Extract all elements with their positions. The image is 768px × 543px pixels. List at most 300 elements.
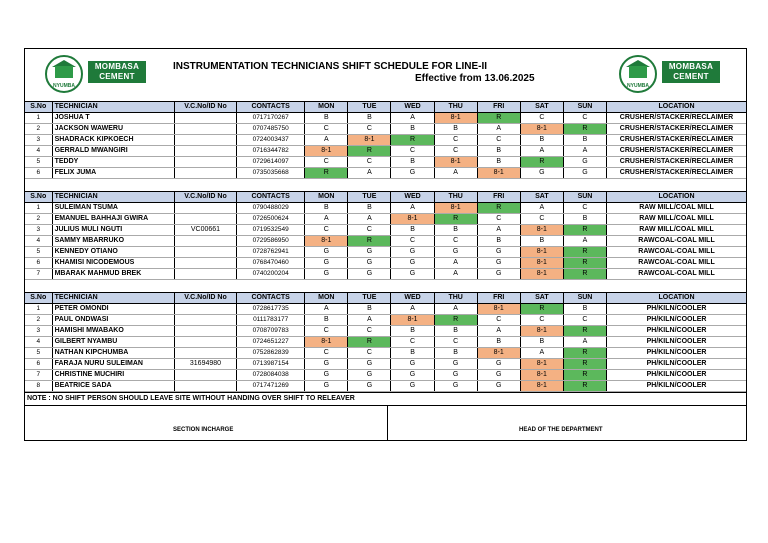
shift-cell: C — [434, 146, 477, 157]
shift-cell: 8-1 — [434, 157, 477, 168]
column-header: V.C.No/ID No — [174, 293, 236, 304]
shift-cell: R — [520, 304, 563, 315]
shift-cell: B — [563, 214, 606, 225]
contact-number: 0724003437 — [237, 135, 305, 146]
house-logo-icon: NYUMBA — [619, 55, 657, 93]
technician-name: PAUL ONDWASI — [52, 315, 174, 326]
shift-cell: B — [305, 203, 348, 214]
shift-cell: 8-1 — [305, 146, 348, 157]
shift-cell: B — [434, 225, 477, 236]
contact-number: 0728084038 — [237, 370, 305, 381]
contact-number: 0713987154 — [237, 359, 305, 370]
shift-cell: B — [563, 304, 606, 315]
contact-number: 0724651227 — [237, 337, 305, 348]
shift-cell: G — [434, 359, 477, 370]
shift-cell: B — [305, 315, 348, 326]
vc-id-number — [174, 326, 236, 337]
table-row — [25, 203, 746, 214]
shift-cell: R — [434, 315, 477, 326]
contact-number: 0728617735 — [237, 304, 305, 315]
table-row — [25, 370, 746, 381]
column-header: CONTACTS — [237, 102, 305, 113]
column-header: MON — [305, 293, 348, 304]
shift-cell: G — [520, 168, 563, 179]
column-header: TECHNICIAN — [52, 192, 174, 203]
shift-cell: R — [563, 381, 606, 392]
column-header: THU — [434, 102, 477, 113]
shift-cell: B — [434, 348, 477, 359]
column-header: SAT — [520, 102, 563, 113]
shift-cell: C — [563, 315, 606, 326]
signature-area — [25, 406, 746, 440]
vc-id-number — [174, 370, 236, 381]
location: PH/KILN/COOLER — [607, 337, 746, 348]
shift-cell: C — [434, 135, 477, 146]
effective-date: Effective from 13.06.2025 — [415, 73, 535, 84]
shift-cell: C — [391, 236, 434, 247]
technician-name: FELIX JUMA — [52, 168, 174, 179]
shift-cell: R — [348, 236, 391, 247]
shift-cell: B — [563, 135, 606, 146]
page-title: INSTRUMENTATION TECHNICIANS SHIFT SCHEDULE FOR LINE-II — [173, 61, 488, 72]
contact-number: 0729586950 — [237, 236, 305, 247]
technician-name: EMANUEL BAHHAJI GWIRA — [52, 214, 174, 225]
shift-cell: G — [348, 370, 391, 381]
serial-number: 4 — [25, 146, 52, 157]
shift-cell: C — [305, 225, 348, 236]
shift-cell: B — [391, 157, 434, 168]
table-row — [25, 258, 746, 269]
shift-cell: G — [477, 258, 520, 269]
contact-number: 0740200204 — [237, 269, 305, 280]
shift-cell: A — [348, 168, 391, 179]
shift-cell: G — [305, 247, 348, 258]
location: RAWCOAL-COAL MILL — [607, 269, 746, 280]
serial-number: 2 — [25, 315, 52, 326]
shift-cell: R — [477, 113, 520, 124]
shift-cell: A — [563, 146, 606, 157]
contact-number: 0716344782 — [237, 146, 305, 157]
column-header: S.No — [25, 293, 52, 304]
shift-cell: A — [348, 214, 391, 225]
shift-cell: C — [434, 236, 477, 247]
sheet-header — [25, 49, 746, 102]
shift-cell: C — [563, 113, 606, 124]
column-header: SAT — [520, 293, 563, 304]
shift-note: NOTE : NO SHIFT PERSON SHOULD LEAVE SITE WITHOUT HANDING OVER SHIFT TO RELEAVER — [25, 392, 746, 406]
vc-id-number — [174, 304, 236, 315]
serial-number: 7 — [25, 370, 52, 381]
technician-name: PETER OMONDI — [52, 304, 174, 315]
column-header: TUE — [348, 192, 391, 203]
shift-cell: G — [391, 381, 434, 392]
shift-cell: R — [520, 157, 563, 168]
shift-cell: A — [391, 113, 434, 124]
shift-cell: G — [477, 359, 520, 370]
table-row — [25, 359, 746, 370]
shift-cell: 8-1 — [520, 247, 563, 258]
shift-cell: B — [391, 124, 434, 135]
group-separator — [25, 280, 746, 293]
shift-cell: B — [391, 225, 434, 236]
technician-name: TEDDY — [52, 157, 174, 168]
shift-cell: G — [305, 258, 348, 269]
vc-id-number — [174, 315, 236, 326]
shift-cell: A — [434, 168, 477, 179]
shift-cell: G — [305, 370, 348, 381]
technician-name: KENNEDY OTIANO — [52, 247, 174, 258]
table-row — [25, 168, 746, 179]
shift-cell: C — [305, 348, 348, 359]
shift-cell: G — [563, 157, 606, 168]
column-header: SUN — [563, 102, 606, 113]
column-header: WED — [391, 293, 434, 304]
contact-number: 0717170267 — [237, 113, 305, 124]
shift-cell: A — [434, 304, 477, 315]
contact-number: 0708709783 — [237, 326, 305, 337]
technician-name: MBARAK MAHMUD BREK — [52, 269, 174, 280]
shift-cell: G — [391, 247, 434, 258]
shift-cell: 8-1 — [520, 225, 563, 236]
contact-number: 0790488029 — [237, 203, 305, 214]
shift-cell: B — [477, 157, 520, 168]
shift-cell: B — [434, 124, 477, 135]
column-header: WED — [391, 192, 434, 203]
company-logo — [619, 55, 725, 95]
shift-cell: B — [348, 304, 391, 315]
location: CRUSHER/STACKER/RECLAIMER — [607, 113, 746, 124]
table-row — [25, 269, 746, 280]
technician-name: JACKSON WAWERU — [52, 124, 174, 135]
table-row — [25, 337, 746, 348]
technician-name: HAMISHI MWABAKO — [52, 326, 174, 337]
shift-cell: G — [391, 258, 434, 269]
shift-cell: C — [520, 113, 563, 124]
location: RAWCOAL-COAL MILL — [607, 258, 746, 269]
logo-brand-text: MOMBASA CEMENT — [662, 61, 720, 83]
shift-cell: G — [305, 359, 348, 370]
shift-cell: A — [434, 258, 477, 269]
table-row — [25, 146, 746, 157]
table-row — [25, 236, 746, 247]
head-of-department-label: HEAD OF THE DEPARTMENT — [519, 427, 603, 433]
shift-cell: R — [477, 203, 520, 214]
serial-number: 4 — [25, 236, 52, 247]
shift-cell: R — [391, 135, 434, 146]
column-header: THU — [434, 293, 477, 304]
shift-cell: G — [434, 381, 477, 392]
shift-cell: A — [305, 304, 348, 315]
shift-cell: A — [391, 203, 434, 214]
shift-cell: C — [477, 214, 520, 225]
shift-cell: 8-1 — [520, 370, 563, 381]
table-row — [25, 247, 746, 258]
contact-number: 0707485750 — [237, 124, 305, 135]
serial-number: 6 — [25, 168, 52, 179]
shift-cell: C — [477, 315, 520, 326]
schedule-body — [25, 102, 746, 392]
table-row — [25, 326, 746, 337]
vc-id-number — [174, 258, 236, 269]
vc-id-number — [174, 381, 236, 392]
shift-cell: G — [348, 258, 391, 269]
shift-cell: C — [348, 124, 391, 135]
vc-id-number — [174, 124, 236, 135]
shift-cell: R — [305, 168, 348, 179]
vc-id-number — [174, 348, 236, 359]
shift-cell: A — [477, 225, 520, 236]
location: PH/KILN/COOLER — [607, 315, 746, 326]
header-row — [25, 102, 746, 113]
location: CRUSHER/STACKER/RECLAIMER — [607, 157, 746, 168]
column-header: V.C.No/ID No — [174, 102, 236, 113]
shift-cell: C — [391, 337, 434, 348]
shift-cell: R — [563, 247, 606, 258]
column-header: WED — [391, 102, 434, 113]
shift-cell: C — [348, 326, 391, 337]
column-header: FRI — [477, 102, 520, 113]
logo-brand-text: MOMBASA CEMENT — [88, 61, 146, 83]
shift-cell: C — [434, 337, 477, 348]
shift-cell: A — [305, 214, 348, 225]
column-header: SAT — [520, 192, 563, 203]
shift-cell: 8-1 — [391, 214, 434, 225]
table-row — [25, 315, 746, 326]
shift-cell: 8-1 — [477, 304, 520, 315]
shift-cell: 8-1 — [477, 348, 520, 359]
shift-cell: R — [563, 225, 606, 236]
shift-cell: C — [520, 315, 563, 326]
column-header: TUE — [348, 102, 391, 113]
shift-cell: G — [391, 269, 434, 280]
column-header: FRI — [477, 293, 520, 304]
shift-cell: B — [520, 337, 563, 348]
shift-cell: 8-1 — [520, 124, 563, 135]
shift-cell: A — [520, 146, 563, 157]
group-separator — [25, 179, 746, 192]
column-header: V.C.No/ID No — [174, 192, 236, 203]
table-row — [25, 135, 746, 146]
serial-number: 6 — [25, 359, 52, 370]
shift-cell: A — [348, 315, 391, 326]
shift-cell: G — [391, 370, 434, 381]
serial-number: 1 — [25, 304, 52, 315]
vc-id-number — [174, 236, 236, 247]
contact-number: 0726500624 — [237, 214, 305, 225]
location: RAW MILL/COAL MILL — [607, 203, 746, 214]
shift-cell: G — [348, 359, 391, 370]
column-header: TUE — [348, 293, 391, 304]
shift-cell: 8-1 — [520, 269, 563, 280]
technician-name: SULEIMAN TSUMA — [52, 203, 174, 214]
location: RAW MILL/COAL MILL — [607, 225, 746, 236]
technician-name: GERRALD MWANGIRI — [52, 146, 174, 157]
shift-cell: B — [477, 146, 520, 157]
shift-cell: 8-1 — [391, 315, 434, 326]
table-row — [25, 113, 746, 124]
shift-cell: G — [477, 247, 520, 258]
shift-cell: C — [391, 146, 434, 157]
technician-name: SAMMY MBARRUKO — [52, 236, 174, 247]
shift-cell: B — [305, 113, 348, 124]
table-row — [25, 124, 746, 135]
table-row — [25, 348, 746, 359]
shift-cell: R — [434, 214, 477, 225]
vc-id-number: VC00661 — [174, 225, 236, 236]
location: PH/KILN/COOLER — [607, 326, 746, 337]
shift-cell: R — [563, 124, 606, 135]
location: RAWCOAL-COAL MILL — [607, 247, 746, 258]
contact-number: 0729614097 — [237, 157, 305, 168]
shift-cell: A — [477, 124, 520, 135]
shift-cell: A — [563, 236, 606, 247]
shift-cell: R — [563, 269, 606, 280]
shift-cell: C — [563, 203, 606, 214]
location: PH/KILN/COOLER — [607, 304, 746, 315]
shift-cell: A — [434, 269, 477, 280]
location: PH/KILN/COOLER — [607, 348, 746, 359]
vc-id-number — [174, 146, 236, 157]
section-incharge-label: SECTION INCHARGE — [173, 427, 234, 433]
shift-cell: A — [520, 203, 563, 214]
technician-name: GILBERT NYAMBU — [52, 337, 174, 348]
contact-number: 0752862839 — [237, 348, 305, 359]
technician-name: CHRISTINE MUCHIRI — [52, 370, 174, 381]
serial-number: 1 — [25, 113, 52, 124]
technician-name: KHAMISI NICODEMOUS — [52, 258, 174, 269]
column-header: TECHNICIAN — [52, 293, 174, 304]
location: CRUSHER/STACKER/RECLAIMER — [607, 146, 746, 157]
shift-cell: R — [563, 258, 606, 269]
serial-number: 5 — [25, 348, 52, 359]
shift-cell: A — [563, 337, 606, 348]
shift-cell: C — [305, 157, 348, 168]
column-header: SUN — [563, 293, 606, 304]
shift-cell: 8-1 — [434, 113, 477, 124]
column-header: TECHNICIAN — [52, 102, 174, 113]
shift-cell: G — [348, 247, 391, 258]
column-header: LOCATION — [607, 293, 746, 304]
shift-cell: R — [563, 370, 606, 381]
contact-number: 0719532549 — [237, 225, 305, 236]
column-header: SUN — [563, 192, 606, 203]
shift-cell: C — [348, 225, 391, 236]
table-row — [25, 157, 746, 168]
shift-cell: 8-1 — [348, 135, 391, 146]
contact-number: 0728762941 — [237, 247, 305, 258]
shift-cell: G — [477, 269, 520, 280]
contact-number: 0735035668 — [237, 168, 305, 179]
technician-name: FARAJA NURU SULEIMAN — [52, 359, 174, 370]
shift-cell: 8-1 — [477, 168, 520, 179]
shift-cell: G — [348, 381, 391, 392]
serial-number: 3 — [25, 225, 52, 236]
shift-cell: C — [305, 124, 348, 135]
serial-number: 4 — [25, 337, 52, 348]
vc-id-number — [174, 247, 236, 258]
contact-number: 0768470460 — [237, 258, 305, 269]
shift-cell: 8-1 — [305, 236, 348, 247]
serial-number: 1 — [25, 203, 52, 214]
serial-number: 3 — [25, 135, 52, 146]
shift-cell: G — [348, 269, 391, 280]
schedule-table — [25, 102, 746, 392]
vc-id-number — [174, 168, 236, 179]
column-header: LOCATION — [607, 102, 746, 113]
shift-cell: G — [563, 168, 606, 179]
serial-number: 3 — [25, 326, 52, 337]
column-header: CONTACTS — [237, 293, 305, 304]
shift-cell: 8-1 — [305, 337, 348, 348]
shift-cell: R — [348, 146, 391, 157]
technician-name: BEATRICE SADA — [52, 381, 174, 392]
location: RAWCOAL-COAL MILL — [607, 236, 746, 247]
shift-cell: B — [477, 337, 520, 348]
serial-number: 2 — [25, 214, 52, 225]
shift-cell: R — [348, 337, 391, 348]
technician-name: NATHAN KIPCHUMBA — [52, 348, 174, 359]
technician-name: JOSHUA T — [52, 113, 174, 124]
shift-cell: 8-1 — [434, 203, 477, 214]
table-row — [25, 225, 746, 236]
shift-cell: 8-1 — [520, 381, 563, 392]
serial-number: 2 — [25, 124, 52, 135]
shift-cell: B — [434, 326, 477, 337]
vc-id-number — [174, 203, 236, 214]
table-row — [25, 214, 746, 225]
shift-cell: G — [434, 370, 477, 381]
shift-cell: A — [391, 304, 434, 315]
shift-cell: C — [305, 326, 348, 337]
shift-cell: A — [305, 135, 348, 146]
location: PH/KILN/COOLER — [607, 370, 746, 381]
shift-cell: R — [563, 348, 606, 359]
serial-number: 8 — [25, 381, 52, 392]
contact-number: 0717471269 — [237, 381, 305, 392]
vc-id-number — [174, 269, 236, 280]
table-row — [25, 381, 746, 392]
location: CRUSHER/STACKER/RECLAIMER — [607, 135, 746, 146]
vc-id-number — [174, 214, 236, 225]
schedule-sheet — [24, 48, 747, 441]
shift-cell: B — [348, 203, 391, 214]
header-row — [25, 192, 746, 203]
house-logo-icon: NYUMBA — [45, 55, 83, 93]
vc-id-number: 31694980 — [174, 359, 236, 370]
shift-cell: R — [563, 359, 606, 370]
company-logo — [45, 55, 151, 95]
shift-cell: C — [348, 348, 391, 359]
serial-number: 5 — [25, 157, 52, 168]
shift-cell: 8-1 — [520, 359, 563, 370]
serial-number: 6 — [25, 258, 52, 269]
table-row — [25, 304, 746, 315]
location: PH/KILN/COOLER — [607, 381, 746, 392]
shift-cell: 8-1 — [520, 326, 563, 337]
location: CRUSHER/STACKER/RECLAIMER — [607, 124, 746, 135]
column-header: FRI — [477, 192, 520, 203]
shift-cell: B — [477, 236, 520, 247]
column-header: S.No — [25, 192, 52, 203]
technician-name: SHADRACK KIPKOECH — [52, 135, 174, 146]
shift-cell: R — [563, 326, 606, 337]
vc-id-number — [174, 135, 236, 146]
location: CRUSHER/STACKER/RECLAIMER — [607, 168, 746, 179]
shift-cell: G — [305, 269, 348, 280]
shift-cell: G — [391, 359, 434, 370]
contact-number: 0111783177 — [237, 315, 305, 326]
serial-number: 5 — [25, 247, 52, 258]
